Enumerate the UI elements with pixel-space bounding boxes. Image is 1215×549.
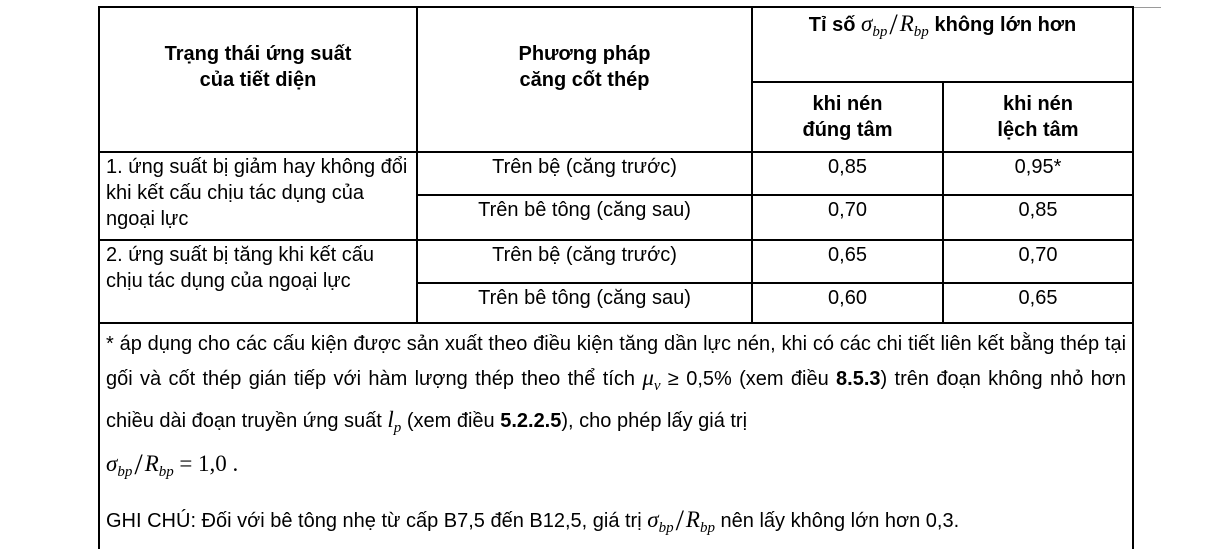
method-cell: Trên bệ (căng trước) bbox=[417, 152, 752, 195]
footnote-cell bbox=[99, 323, 1133, 549]
method-cell: Trên bê tông (căng sau) bbox=[417, 283, 752, 323]
header-tension-method-line2: căng cốt thép bbox=[519, 68, 650, 91]
eccentric-value: 0,95* bbox=[943, 152, 1133, 195]
header-stress-state-line1: Trạng thái ứng suất bbox=[164, 42, 352, 65]
eccentric-value: 0,65 bbox=[943, 283, 1133, 323]
header-centric-compression: khi nén đúng tâm bbox=[752, 82, 943, 152]
centric-value: 0,85 bbox=[752, 152, 943, 195]
header-stress-state-line2: của tiết diện bbox=[199, 68, 317, 91]
eccentric-value: 0,85 bbox=[943, 195, 1133, 240]
note-formula: $\sigma_{bp}/R_{bp}$ bbox=[647, 504, 715, 537]
method-cell: Trên bệ (căng trước) bbox=[417, 240, 752, 283]
stress-condition-1: 1. ứng suất bị giảm hay không đổi khi kết cấu chịu tác dụng của ngoại lực bbox=[99, 152, 417, 240]
ratio-suffix: không lớn hơn bbox=[934, 14, 1077, 36]
page-corner-mark bbox=[1133, 7, 1161, 8]
header-tension-method-line1: Phương pháp bbox=[518, 42, 651, 65]
footnote-text: * áp dụng cho các cấu kiện được sản xuất theo điều kiện tăng dần lực nén, khi có các chi tiết liên kết bằng thép tại gối và cốt thép gián tiếp với hàm lượng thép theo thể tích $\mu_v \ge 0,5\%$ (xem điều 8.5.3) trên đoạn không nhỏ hơn chiều dài đoạn truyền ứng suất $l_p$ (xem điều 5.2.2.5), cho phép lấy giá trị bbox=[106, 333, 1127, 436]
centric-value: 0,65 bbox=[752, 240, 943, 283]
header-eccentric-compression: khi nén lệch tâm bbox=[943, 82, 1133, 152]
ratio-formula: $\sigma_{bp}/R_{bp}$ bbox=[861, 8, 929, 41]
mu-symbol: $\mu_v$ bbox=[642, 365, 661, 394]
header-tension-method bbox=[417, 7, 752, 152]
header-ratio-limit bbox=[752, 7, 1133, 82]
header-row bbox=[99, 7, 1133, 82]
eccentric-value: 0,70 bbox=[943, 240, 1133, 283]
lp-symbol: $l_p$ bbox=[387, 407, 402, 436]
stress-condition-2: 2. ứng suất bị tăng khi kết cấu chịu tác dụng của ngoại lực bbox=[99, 240, 417, 323]
clause-ref-853: 8.5.3 bbox=[836, 368, 881, 390]
ratio-prefix: Tỉ số bbox=[808, 14, 856, 36]
footnote-row bbox=[99, 323, 1133, 549]
header-stress-state bbox=[99, 7, 417, 152]
clause-ref-5225: 5.2.2.5 bbox=[500, 410, 562, 432]
general-note: GHI CHÚ: Đối với bê tông nhẹ từ cấp B7,5 đến B12,5, giá trị $\sigma_{bp}/R_{bp}$ nên lấy không lớn hơn 0,3. bbox=[106, 504, 960, 537]
centric-value: 0,70 bbox=[752, 195, 943, 240]
footnote-formula: $\sigma_{bp}/R_{bp} = 1,0$ . bbox=[106, 448, 239, 481]
table-row bbox=[99, 240, 1133, 283]
method-cell: Trên bê tông (căng sau) bbox=[417, 195, 752, 240]
table-row bbox=[99, 152, 1133, 195]
prestress-ratio-table bbox=[98, 6, 1134, 549]
centric-value: 0,60 bbox=[752, 283, 943, 323]
